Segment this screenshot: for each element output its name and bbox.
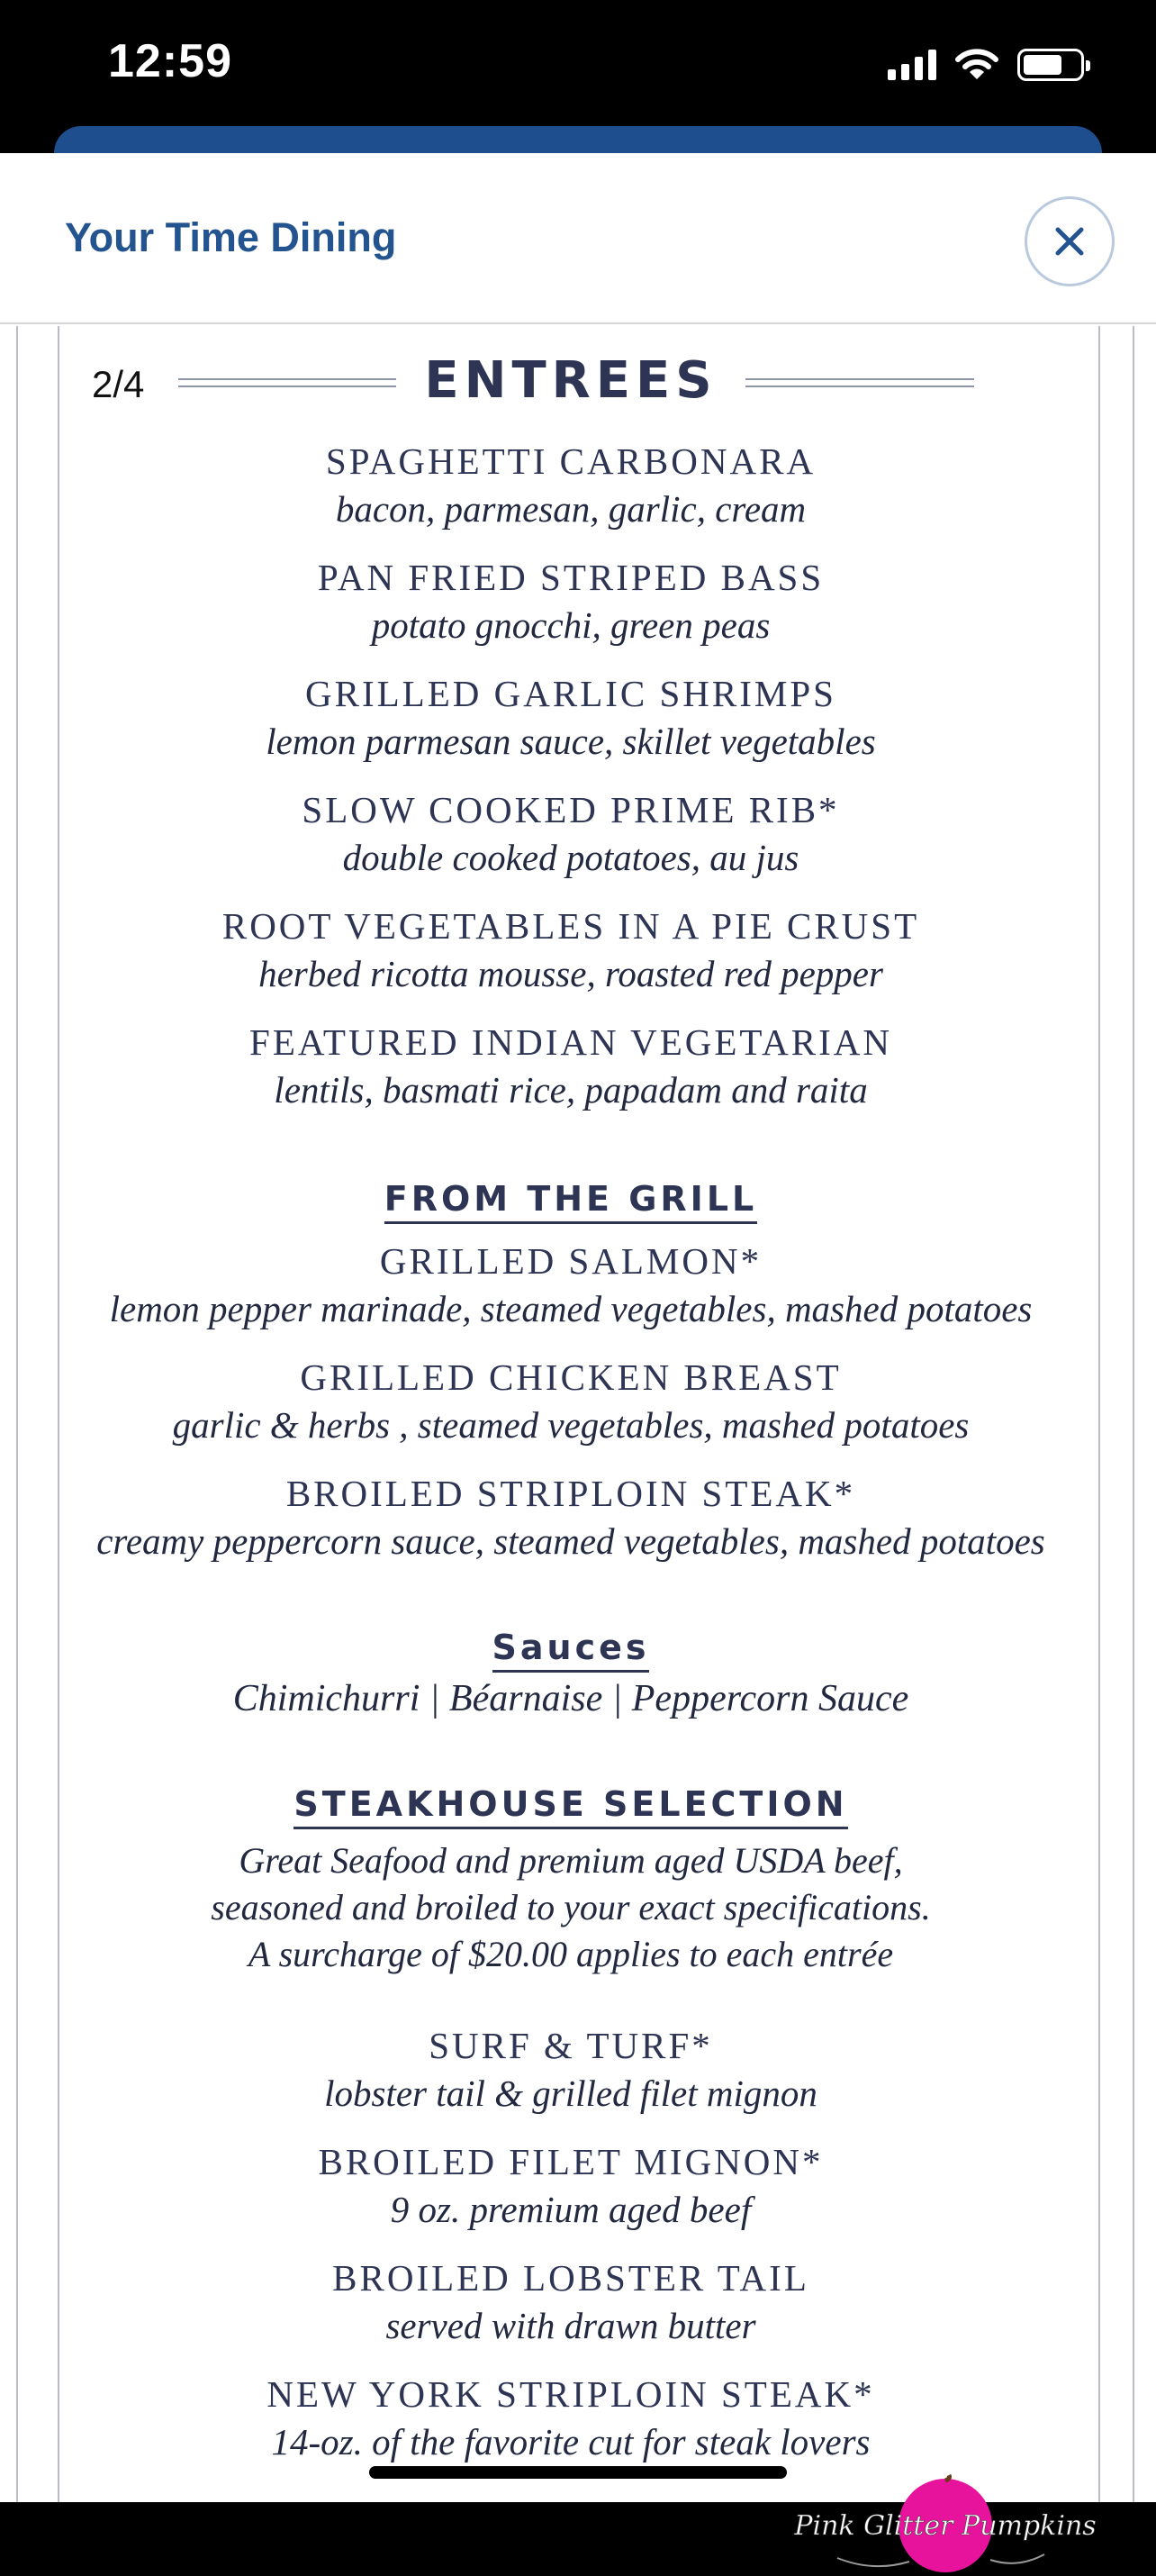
menu-item-name: BROILED STRIPLOIN STEAK* [285, 1473, 856, 1514]
page-indicator: 2/4 [70, 353, 178, 416]
menu-item [59, 2138, 1082, 2234]
page-border-right-inner [1098, 326, 1100, 2502]
menu-item [59, 2022, 1082, 2118]
steakhouse-note-line: seasoned and broiled to your exact specifications. [211, 1887, 931, 1927]
menu-item-description: creamy peppercorn sauce, steamed vegetables, mashed potatoes [96, 1520, 1045, 1562]
menu-item [59, 1019, 1082, 1114]
grill-section-title: FROM THE GRILL [59, 1178, 1082, 1224]
page-border-right-outer [1133, 326, 1134, 2502]
menu-item-description: herbed ricotta mousse, roasted red pepper [258, 953, 883, 994]
home-indicator[interactable] [369, 2466, 787, 2479]
menu-item-description: potato gnocchi, green peas [371, 604, 771, 646]
battery-icon [1017, 49, 1084, 81]
close-button[interactable] [1025, 196, 1115, 286]
menu-item-name: NEW YORK STRIPLOIN STEAK* [266, 2373, 875, 2415]
menu-item-description: double cooked potatoes, au jus [342, 837, 799, 878]
title-rule-left [167, 378, 396, 387]
menu-item-description: lemon pepper marinade, steamed vegetables, mashed potatoes [109, 1288, 1033, 1329]
title-rule-right [745, 378, 974, 387]
menu-item-name: BROILED FILET MIGNON* [318, 2141, 824, 2182]
menu-item [59, 786, 1082, 882]
sauces-list: Chimichurri | Béarnaise | Peppercorn Sauce [232, 1678, 909, 1719]
wifi-icon [956, 49, 998, 81]
status-icons [888, 47, 1084, 83]
menu-item [59, 2371, 1082, 2466]
menu-item-name: SLOW COOKED PRIME RIB* [302, 789, 840, 830]
menu-item-description: garlic & herbs , steamed vegetables, mashed potatoes [172, 1404, 970, 1446]
menu-item-name: BROILED LOBSTER TAIL [332, 2257, 809, 2299]
steakhouse-note-line: A surcharge of $20.00 applies to each entrée [248, 1934, 894, 1974]
sauces-section-title: Sauces [59, 1627, 1082, 1673]
menu-item-description: 14-oz. of the favorite cut for steak lovers [271, 2421, 871, 2463]
menu-item-description: bacon, parmesan, garlic, cream [335, 488, 807, 530]
menu-item-name: PAN FRIED STRIPED BASS [317, 557, 825, 598]
menu-item-name: FEATURED INDIAN VEGETARIAN [249, 1021, 892, 1063]
menu-item [59, 903, 1082, 998]
menu-item [59, 1238, 1082, 1333]
menu-item [59, 438, 1082, 533]
menu-item-description: lentils, basmati rice, papadam and raita [274, 1069, 868, 1111]
menu-item-description: lobster tail & grilled filet mignon [324, 2073, 817, 2114]
status-time: 12:59 [108, 35, 232, 87]
menu-item-name: GRILLED SALMON* [379, 1240, 763, 1282]
menu-item [59, 1354, 1082, 1449]
steakhouse-note-line: Great Seafood and premium aged USDA beef, [239, 1840, 903, 1881]
watermark-text: Pink Glitter Pumpkins [794, 2510, 1097, 2542]
menu-item [59, 1470, 1082, 1565]
menu-sheet [0, 153, 1156, 2542]
steakhouse-section-title: STEAKHOUSE SELECTION [59, 1783, 1082, 1829]
menu-item-name: GRILLED GARLIC SHRIMPS [305, 673, 836, 714]
close-icon [1053, 225, 1086, 258]
sheet-title: Your Time Dining [65, 214, 397, 260]
entrees-header [59, 351, 1082, 414]
steakhouse-note [59, 1837, 1082, 1978]
watermark-logo [794, 2477, 1097, 2576]
page-border-left-outer [16, 326, 18, 2502]
menu-item-name: GRILLED CHICKEN BREAST [300, 1356, 842, 1398]
status-bar [0, 0, 1156, 135]
menu-item-name: SURF & TURF* [429, 2025, 713, 2066]
menu-item-description: 9 oz. premium aged beef [390, 2189, 752, 2230]
cellular-signal-icon [888, 50, 936, 80]
entrees-title: ENTREES [424, 351, 718, 410]
menu-item-name: SPAGHETTI CARBONARA [325, 440, 817, 482]
menu-item [59, 2254, 1082, 2350]
menu-item-description: served with drawn butter [385, 2305, 756, 2346]
menu-item [59, 670, 1082, 766]
menu-item [59, 554, 1082, 649]
menu-item-description: lemon parmesan sauce, skillet vegetables [266, 721, 876, 762]
sheet-header [0, 153, 1156, 324]
menu-document[interactable] [0, 326, 1156, 2542]
menu-item-name: ROOT VEGETABLES IN A PIE CRUST [221, 905, 920, 947]
